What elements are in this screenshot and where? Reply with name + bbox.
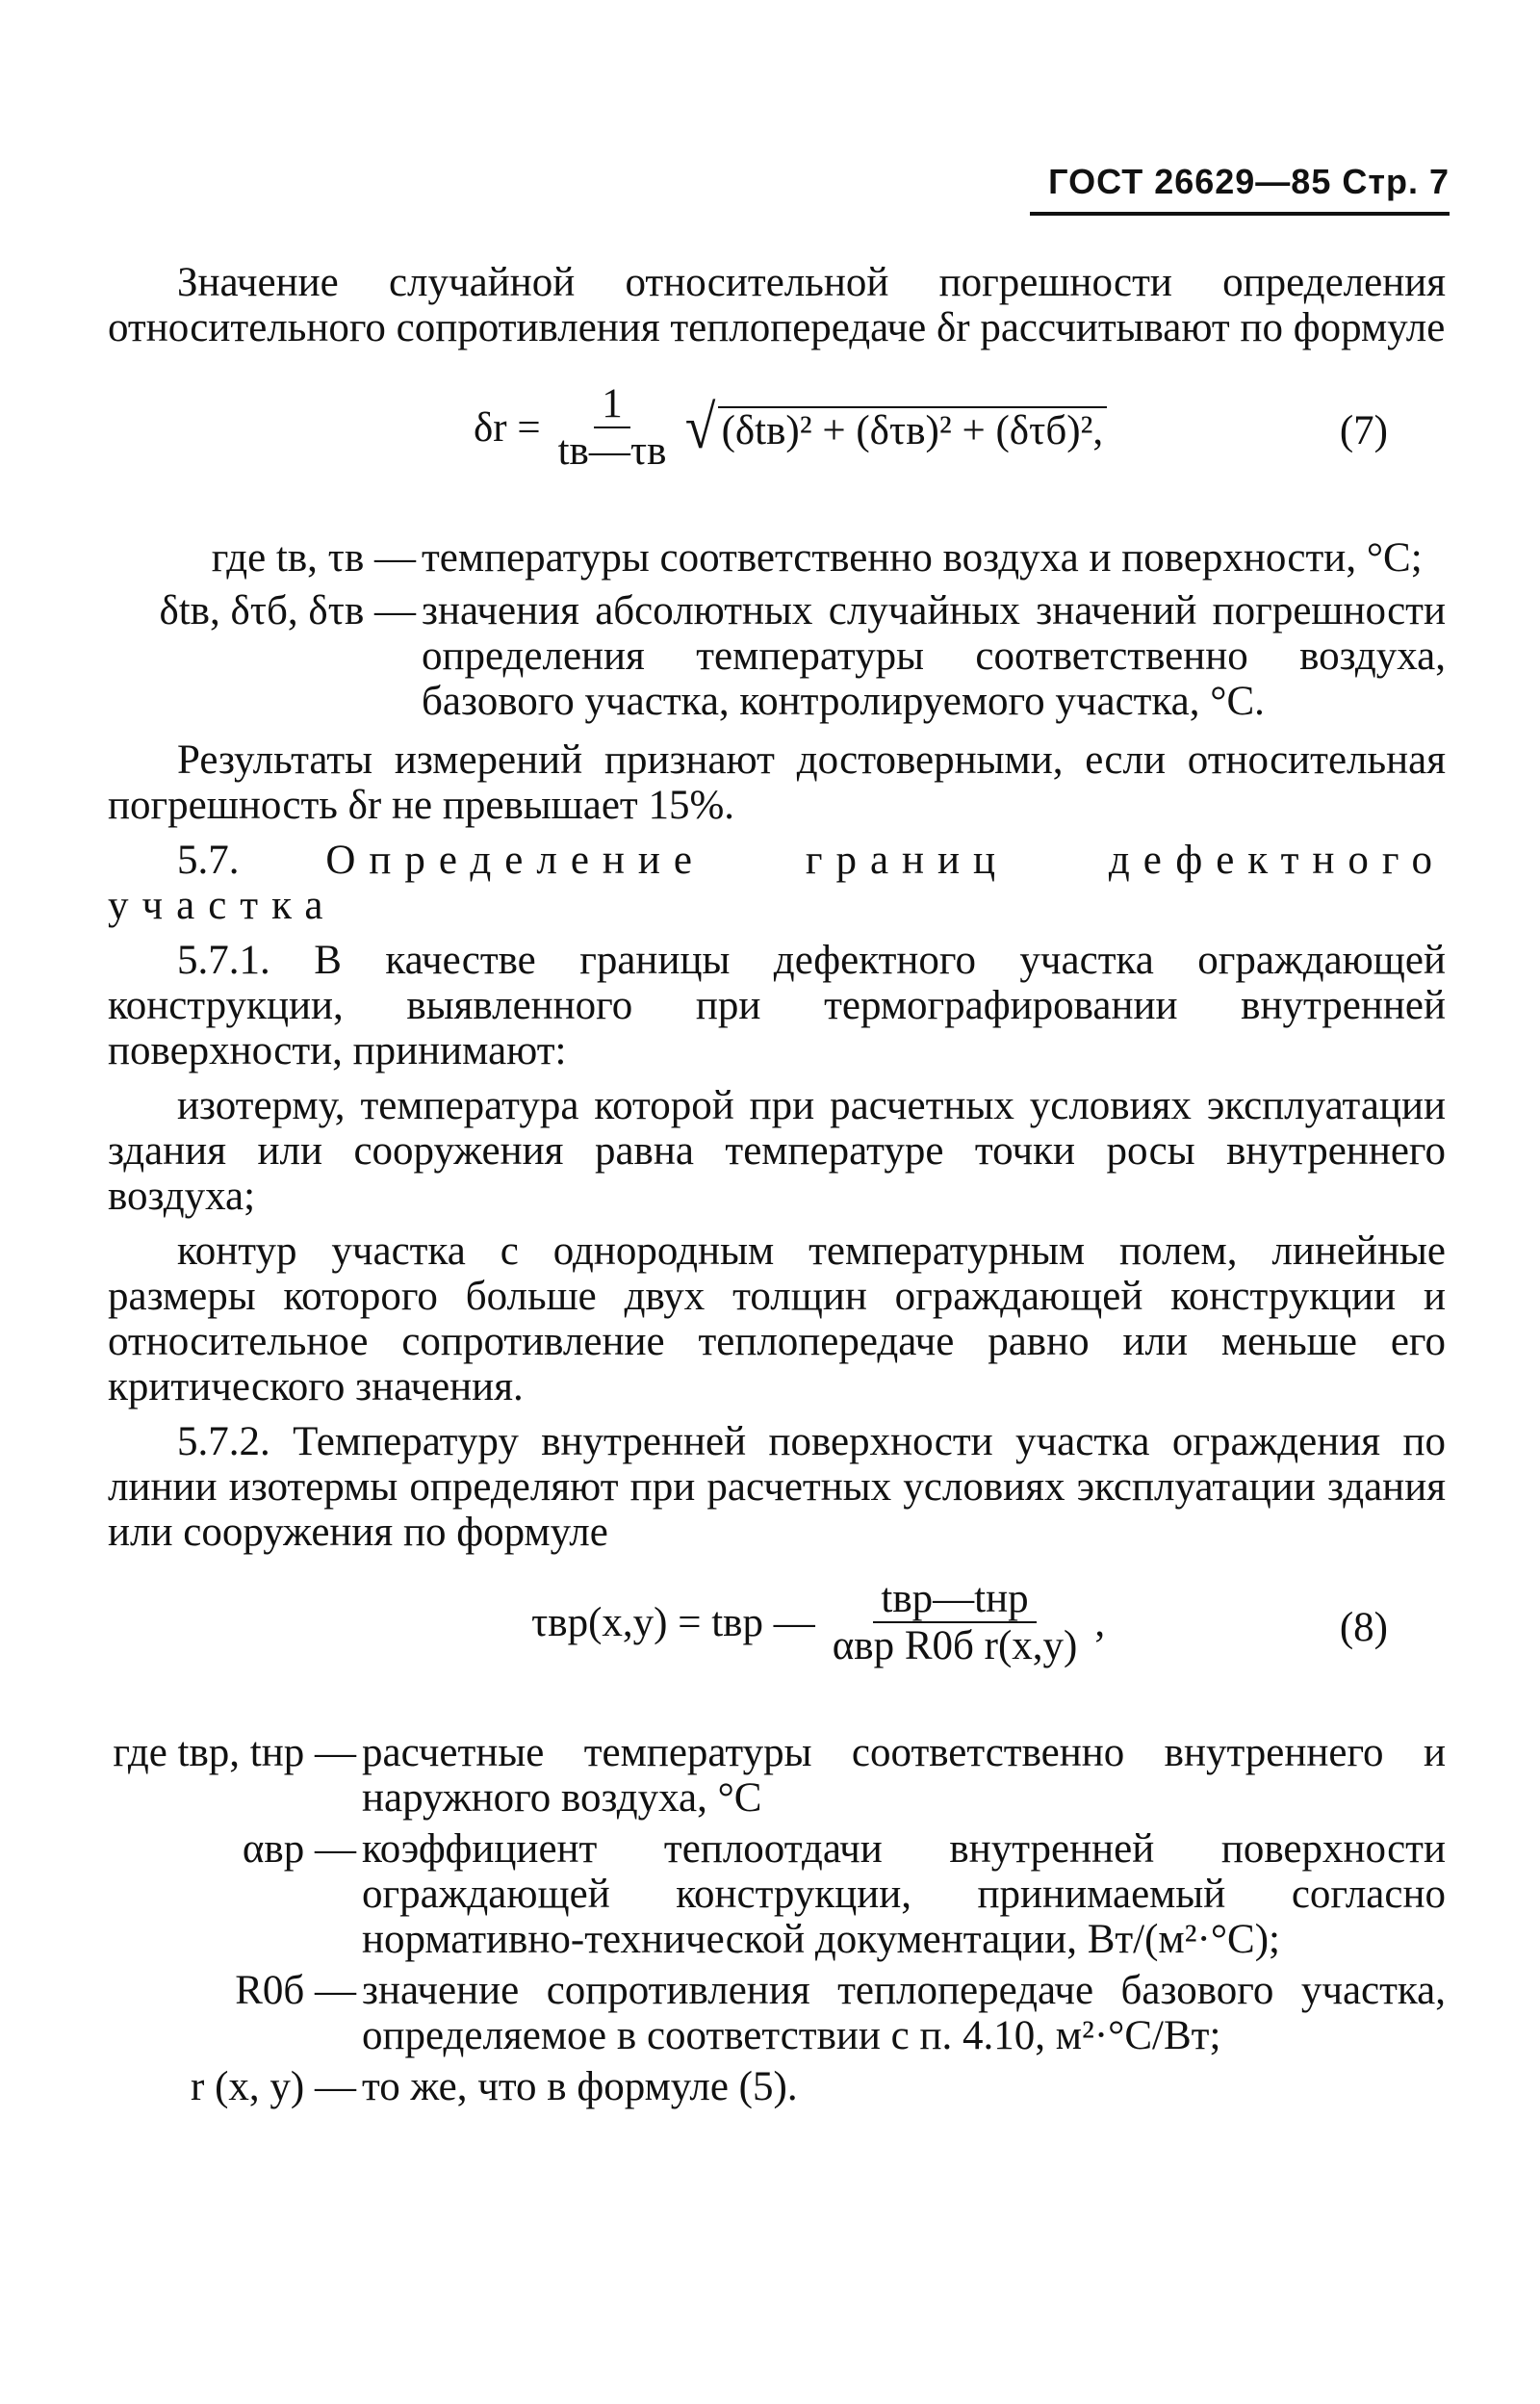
definition-term: δtв, δτб, δτв — — [159, 588, 416, 633]
formula-8-definitions — [106, 1730, 1446, 2109]
definition-row — [106, 1730, 1446, 1821]
section-number: 5.7. — [177, 838, 240, 883]
definition-text: температуры соответственно воздуха и поверхности, °С; — [422, 535, 1423, 581]
definition-text: коэффициент теплоотдачи внутренней поверхности ограждающей конструкции, принимаемый согласно нормативно-технической документации, Вт/(м²·°С); — [362, 1826, 1446, 1962]
paragraph-results: Результаты измерений признают достоверными, если относительная погрешность δr не превышает 15%. — [108, 737, 1446, 828]
formula-7-numerator: 1 — [594, 381, 630, 428]
definition-term: r (x, y) — — [191, 2064, 356, 2109]
definition-text: расчетные температуры соответственно внутреннего и наружного воздуха, °С — [362, 1730, 1446, 1821]
section-heading — [108, 838, 1446, 928]
formula-8-lhs: τвр(x,y) = tвр — — [531, 1599, 815, 1645]
definition-row — [106, 2064, 1446, 2109]
paragraph-5-7-2: 5.7.2. Температуру внутренней поверхности участка ограждения по линии изотермы определяют при расчетных условиях эксплуатации здания или сооружения по формуле — [108, 1419, 1446, 1555]
paragraph-intro: Значение случайной относительной погрешности определения относительного сопротивления теплопередаче δr рассчитывают по формуле — [108, 260, 1446, 350]
formula-7-sqrt — [683, 393, 1107, 461]
formula-7 — [108, 372, 1446, 516]
definition-text: то же, что в формуле (5). — [362, 2064, 798, 2109]
definition-row — [108, 535, 1446, 581]
radical-sign-icon: √ — [685, 393, 716, 461]
formula-8-fraction — [825, 1576, 1086, 1668]
formula-8-number: (8) — [1339, 1605, 1388, 1650]
definition-term: где tв, τв — — [211, 535, 416, 581]
formula-7-number: (7) — [1339, 408, 1388, 453]
formula-8-numerator: tвр—tнр — [873, 1576, 1036, 1623]
definition-row — [106, 1968, 1446, 2058]
paragraph-isotherm: изотерму, температура которой при расчетных условиях эксплуатации здания или сооружения равна температуре точки росы внутреннего воздуха; — [108, 1083, 1446, 1219]
definition-text: значение сопротивления теплопередаче базового участка, определяемое в соответствии с п. 4.10, м²·°С/Вт; — [362, 1968, 1446, 2058]
formula-8-comma: , — [1094, 1599, 1106, 1645]
page-header: ГОСТ 26629—85 Стр. 7 — [1030, 162, 1450, 216]
formula-7-fraction — [551, 381, 675, 474]
formula-8-body — [531, 1576, 1105, 1668]
definition-term: αвр — — [242, 1826, 356, 1872]
page-content — [108, 260, 1446, 2109]
paragraph-5-7-1: 5.7.1. В качестве границы дефектного участка ограждающей конструкции, выявленного при термографировании внутренней поверхности, принимают: — [108, 938, 1446, 1073]
paragraph-contour: контур участка с однородным температурным полем, линейные размеры которого больше двух толщин ограждающей конструкции и относительное сопротивление теплопередаче равно или меньше его критического значения. — [108, 1228, 1446, 1409]
formula-7-denominator: tв—τв — [557, 428, 667, 474]
formula-8 — [108, 1576, 1446, 1711]
formula-7-definitions — [108, 535, 1446, 724]
formula-8-denominator: αвр R0б r(x,y) — [832, 1623, 1078, 1668]
definition-term: R0б — — [235, 1968, 356, 2013]
definition-term: где tвр, tнр — — [113, 1730, 356, 1775]
definition-row — [108, 588, 1446, 724]
section-title: Определение границ дефектного участка — [108, 838, 1447, 928]
definition-text: значения абсолютных случайных значений погрешности определения температуры соответственно воздуха, базового участка, контролируемого участка, °С. — [422, 588, 1446, 724]
formula-7-radicand: (δtв)² + (δτв)² + (δτб)², — [718, 406, 1108, 453]
definition-row — [106, 1826, 1446, 1962]
formula-7-lhs: δr = — [474, 404, 541, 451]
formula-7-body — [474, 381, 1107, 474]
